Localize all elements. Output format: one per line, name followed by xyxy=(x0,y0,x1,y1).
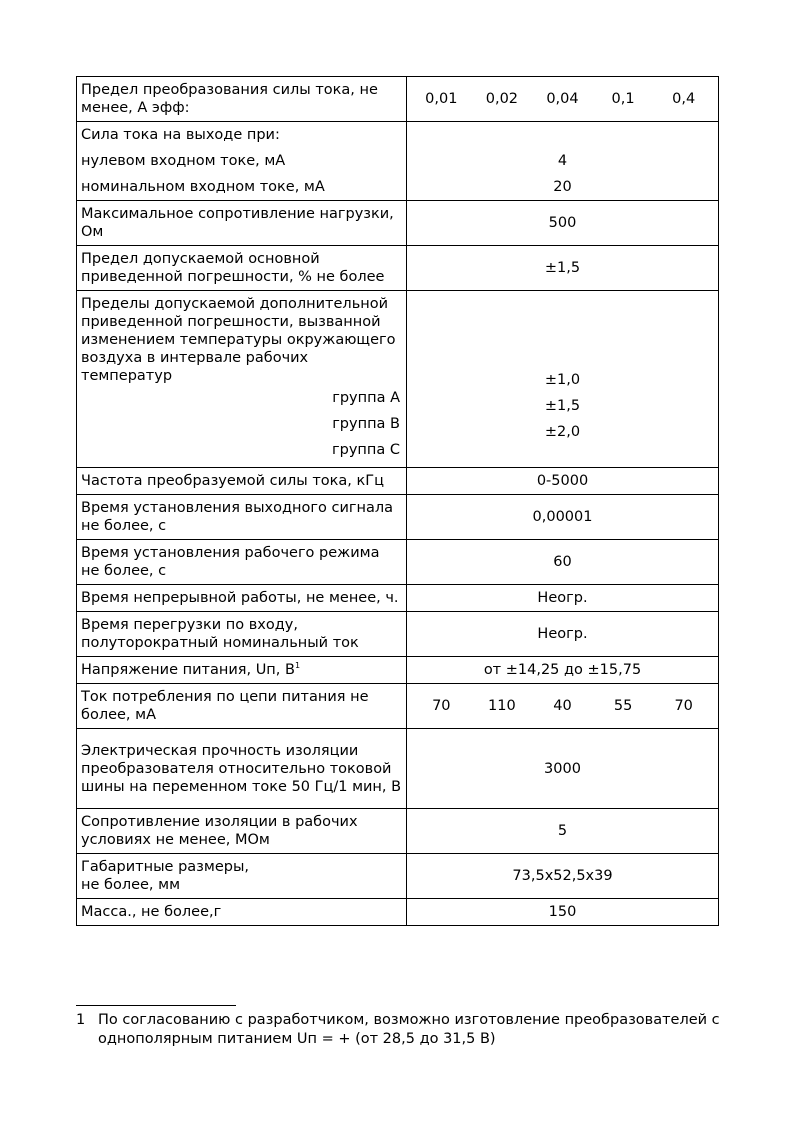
table-row xyxy=(77,657,719,684)
row-sublabel: номинальном входном токе, мА xyxy=(81,179,325,195)
spec-table xyxy=(76,76,719,926)
cell-value: 0,01 xyxy=(425,91,458,107)
footnote-number: 1 xyxy=(76,1012,86,1028)
table-row xyxy=(77,77,719,122)
table-row xyxy=(77,540,719,585)
table-row xyxy=(77,809,719,854)
cell-value: 20 xyxy=(553,179,572,195)
row-sublabel: группа В xyxy=(332,416,400,432)
row-label: Время установления выходного сигнала не более, с xyxy=(77,495,407,540)
row-label: Предел допускаемой основной приведенной погрешности, % не более xyxy=(77,246,407,291)
cell-value: 73,5x52,5x39 xyxy=(407,854,719,899)
footnote-text: По согласованию с разработчиком, возможно изготовление преобразователей с однополярным питанием Uп = + (от 28,5 до 31,5 В) xyxy=(98,1012,720,1047)
cell-value: 70 xyxy=(432,698,451,714)
table-row xyxy=(77,729,719,809)
cell-value: 0,00001 xyxy=(407,495,719,540)
cell-value: 150 xyxy=(407,899,719,926)
cell-value: Неогр. xyxy=(407,585,719,612)
table-row xyxy=(77,122,719,201)
row-label: Время непрерывной работы, не менее, ч. xyxy=(77,585,407,612)
row-label: Максимальное сопротивление нагрузки, Ом xyxy=(77,201,407,246)
row-label: Предел преобразования силы тока, не менее, А эфф: xyxy=(77,77,407,122)
row-label: Масса., не более,г xyxy=(77,899,407,926)
cell-value: от ±14,25 до ±15,75 xyxy=(407,657,719,684)
cell-value: 0-5000 xyxy=(407,468,719,495)
table-row xyxy=(77,495,719,540)
row-label: Частота преобразуемой силы тока, кГц xyxy=(77,468,407,495)
row-label: Сопротивление изоляции в рабочих условиях не менее, МОм xyxy=(77,809,407,854)
cell-value: 110 xyxy=(488,698,516,714)
row-label: Время установления рабочего режима не более, с xyxy=(77,540,407,585)
footnote xyxy=(76,1011,736,1049)
row-label: Электрическая прочность изоляции преобразователя относительно токовой шины на переменном токе 50 Гц/1 мин, В xyxy=(77,729,407,809)
row-sublabel: нулевом входном токе, мА xyxy=(81,153,286,169)
row-sublabel: группа А xyxy=(332,390,400,406)
footnote-divider xyxy=(76,1005,236,1006)
cell-value: 55 xyxy=(613,698,633,714)
table-row xyxy=(77,291,719,468)
row-label: Время перегрузки по входу, полуторократный номинальный ток xyxy=(77,612,407,657)
row-label: Пределы допускаемой дополнительной приведенной погрешности, вызванной изменением температуры окружающего воздуха в интервале рабочих температур xyxy=(81,296,396,384)
table-row xyxy=(77,201,719,246)
cell-value: 3000 xyxy=(407,729,719,809)
cell-value: 500 xyxy=(407,201,719,246)
cell-value: ±1,5 xyxy=(407,246,719,291)
footnote-ref: 1 xyxy=(294,661,301,671)
value-group xyxy=(407,91,718,107)
row-sublabel: группа С xyxy=(332,442,400,458)
cell-value: 0,4 xyxy=(672,91,696,107)
cell-value: ±1,0 xyxy=(544,372,581,388)
cell-value: 40 xyxy=(553,698,572,714)
cell-value: 4 xyxy=(557,153,568,169)
table-row xyxy=(77,246,719,291)
cell-value: 0,1 xyxy=(611,91,635,107)
row-label-text: Напряжение питания, Uп, В xyxy=(81,662,295,678)
cell-value: 5 xyxy=(407,809,719,854)
table-row xyxy=(77,899,719,926)
cell-value: ±1,5 xyxy=(544,398,581,414)
table-row xyxy=(77,468,719,495)
cell-value: 0,02 xyxy=(485,91,519,107)
row-label: Сила тока на выходе при: xyxy=(81,127,280,143)
table-row xyxy=(77,612,719,657)
cell-value: 70 xyxy=(674,698,693,714)
table-row xyxy=(77,684,719,729)
row-label: не более, мм xyxy=(81,877,181,893)
row-label xyxy=(77,657,407,684)
table-row xyxy=(77,585,719,612)
row-label: Ток потребления по цепи питания не более, мА xyxy=(77,684,407,729)
row-label: Габаритные размеры, xyxy=(81,859,250,875)
table-row xyxy=(77,854,719,899)
cell-value: ±2,0 xyxy=(544,424,581,440)
cell-value: 60 xyxy=(407,540,719,585)
value-group xyxy=(407,698,718,714)
cell-value: 0,04 xyxy=(546,91,579,107)
cell-value: Неогр. xyxy=(407,612,719,657)
